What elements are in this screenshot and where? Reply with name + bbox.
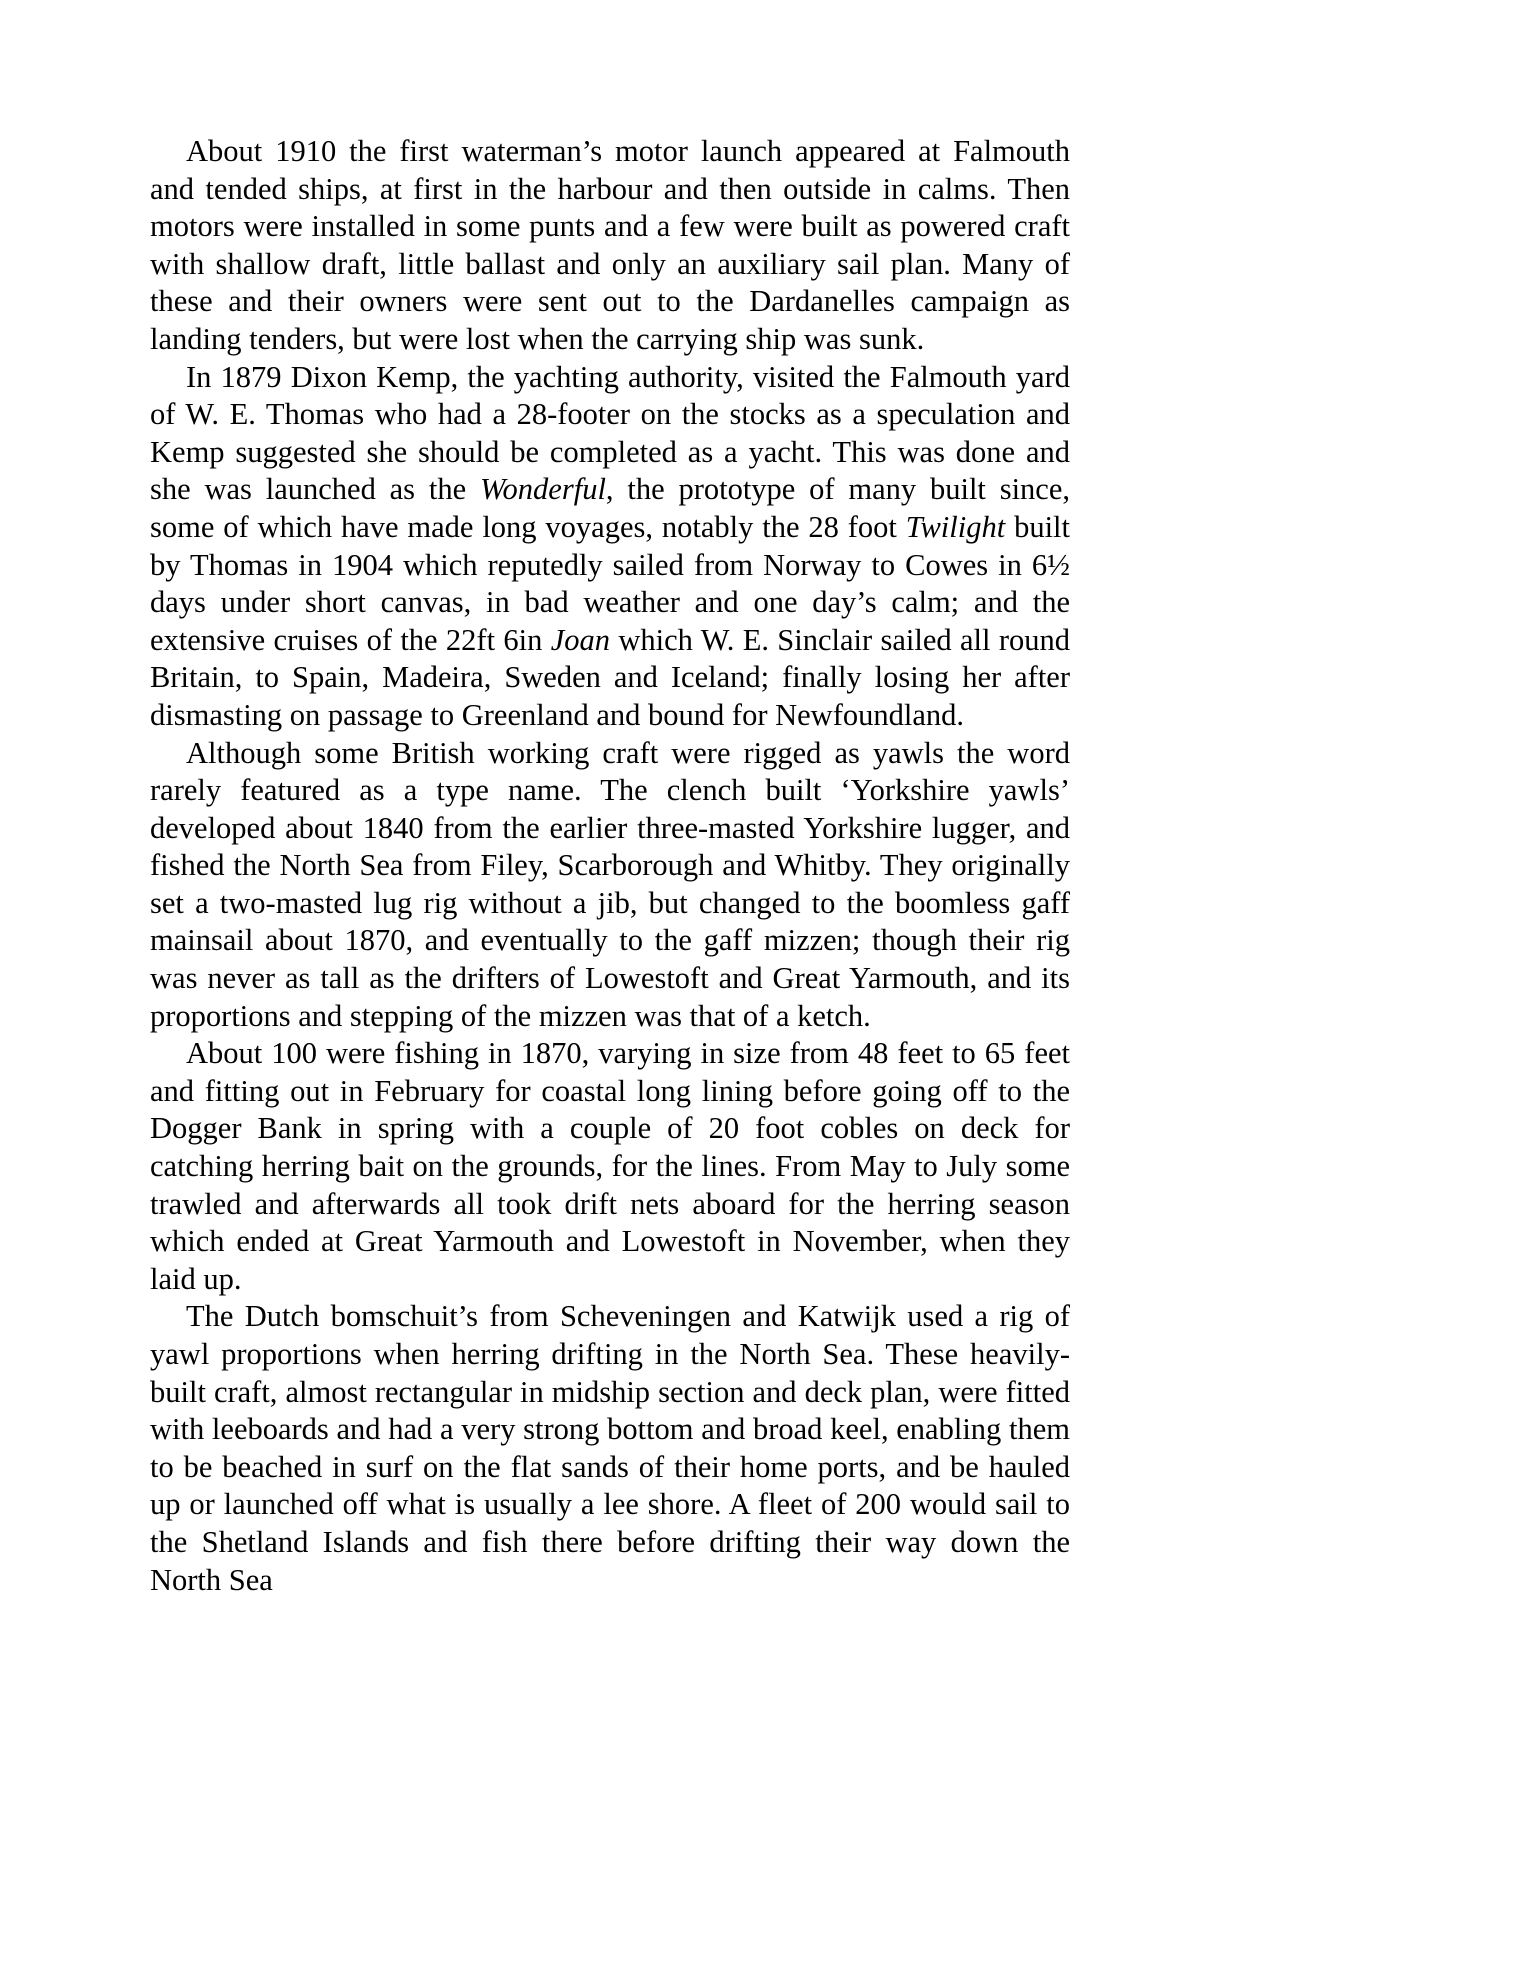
paragraph-4-text: About 100 were fishing in 1870, varying in size from 48 feet to 65 feet and fitting out in February for coastal long lining before going off to the Dogger Bank in spring with a couple of 20 foot cobles on deck for catching herring bait on the grounds, for the lines. From May to July some trawled and afterwards all took drift nets aboard for the herring season which ended at Great Yarmouth and Lowestoft in November, when they laid up. bbox=[150, 1036, 1070, 1296]
paragraph-4 bbox=[150, 1035, 1070, 1298]
paragraph-3-text: Although some British working craft were rigged as yawls the word rarely featured as a type name. The clench built ‘Yorkshire yawls’ developed about 1840 from the earlier three-masted Yorkshire lugger, and fished the North Sea from Filey, Scarborough and Whitby. They originally set a two-masted lug rig without a jib, but changed to the boomless gaff mainsail about 1870, and eventually to the gaff mizzen; though their rig was never as tall as the drifters of Lowestoft and Great Yarmouth, and its proportions and stepping of the mizzen was that of a ketch. bbox=[150, 735, 1070, 1033]
paragraph-2-text-part-1: In 1879 Dixon Kemp, the yachting authority, visited the Falmouth yard of W. E. Thomas who had a 28-footer on the stocks as a speculation and Kemp suggested she should be completed as a yacht. This was done and she was launched as the bbox=[150, 359, 1070, 507]
ship-name-joan: Joan bbox=[550, 622, 611, 657]
ship-name-wonderful: Wonderful bbox=[479, 472, 606, 507]
paragraph-5-text: The Dutch bomschuit’s from Scheveningen and Katwijk used a rig of yawl proportions when herring drifting in the North Sea. These heavily-built craft, almost rectangular in midship section and deck plan, were fitted with leeboards and had a very strong bottom and broad keel, enabling them to be beached in surf on the flat sands of their home ports, and be hauled up or launched off what is usually a lee shore. A fleet of 200 would sail to the Shetland Islands and fish there before drifting their way down the North Sea bbox=[150, 1299, 1070, 1597]
paragraph-2-text-part-3: built by Thomas in 1904 which reputedly sailed from Norway to Cowes in 6½ days under short canvas, in bad weather and one day’s calm; and the extensive cruises of the 22ft 6in bbox=[150, 509, 1070, 657]
ship-name-twilight: Twilight bbox=[905, 509, 1006, 544]
paragraph-2-text-part-4: which W. E. Sinclair sailed all round Britain, to Spain, Madeira, Sweden and Iceland; finally losing her after dismasting on passage to Greenland and bound for Newfoundland. bbox=[150, 622, 1070, 732]
paragraph-1 bbox=[150, 133, 1070, 359]
paragraph-1-text: About 1910 the first waterman’s motor launch appeared at Falmouth and tended ships, at first in the harbour and then outside in calms. Then motors were installed in some punts and a few were built as powered craft with shallow draft, little ballast and only an auxiliary sail plan. Many of these and their owners were sent out to the Dardanelles campaign as landing tenders, but were lost when the carrying ship was sunk. bbox=[150, 134, 1070, 356]
paragraph-2 bbox=[150, 359, 1070, 735]
paragraph-3 bbox=[150, 735, 1070, 1036]
paragraph-5 bbox=[150, 1298, 1070, 1599]
body-text-block bbox=[150, 133, 1070, 1599]
paragraph-2-text-part-2: , the prototype of many built since, some of which have made long voyages, notably the 28 foot bbox=[150, 472, 1071, 544]
